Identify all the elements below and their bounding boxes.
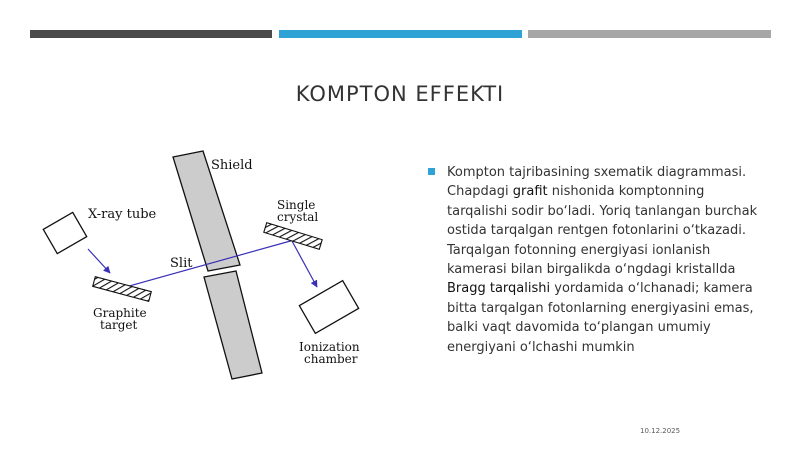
label-ionization: Ionization: [299, 340, 360, 354]
desc-part2: nishonida komptonning tarqalishi sodir bo‘ladi. Yoriq tanlangan burchak ostida tarqalgan rentgen fotonlarini o‘tkazadi. Tarqalgan fotonning energiyasi ionlanish kamerasi bilan birgalikda o‘ngdagi kristallda: [447, 184, 758, 278]
graphite-target: [93, 277, 152, 302]
shield-lower: [204, 271, 262, 379]
single-crystal: [264, 223, 322, 250]
label-single: Single: [277, 198, 316, 212]
slide-title: KOMPTON EFFEKTI: [295, 82, 505, 106]
label-chamber: chamber: [304, 352, 358, 366]
label-shield: Shield: [211, 158, 253, 173]
slide-date: 10.12.2025: [640, 427, 681, 435]
desc-part1: Kompton tajribasining sxematik diagrammasi. Chapdagi: [447, 165, 747, 200]
incident-beam: [88, 249, 110, 273]
label-slit: Slit: [170, 256, 193, 271]
desc-part3: yordamida o‘lchanadi; kamera bitta tarqalgan fotonlarning energiyasini emas, balki vaqt davomida to‘plangan umumiy energiyani o‘lchashi mumkin: [447, 281, 754, 355]
label-target: target: [100, 318, 138, 332]
xray-tube: [43, 212, 86, 253]
header-bar-grey: [528, 30, 771, 38]
compton-experiment-diagram: [36, 145, 386, 385]
description-text: [447, 163, 765, 357]
desc-highlight-bragg: Bragg tarqalishi: [447, 281, 551, 297]
header-bar-blue: [279, 30, 522, 38]
bullet-marker: [428, 168, 435, 175]
desc-highlight-grafit: grafit: [512, 184, 548, 200]
header-bar-dark: [30, 30, 272, 38]
ionization-chamber: [299, 281, 358, 334]
label-xray-tube: X-ray tube: [88, 207, 157, 222]
label-crystal: crystal: [277, 210, 319, 224]
label-graphite: Graphite: [93, 306, 147, 320]
